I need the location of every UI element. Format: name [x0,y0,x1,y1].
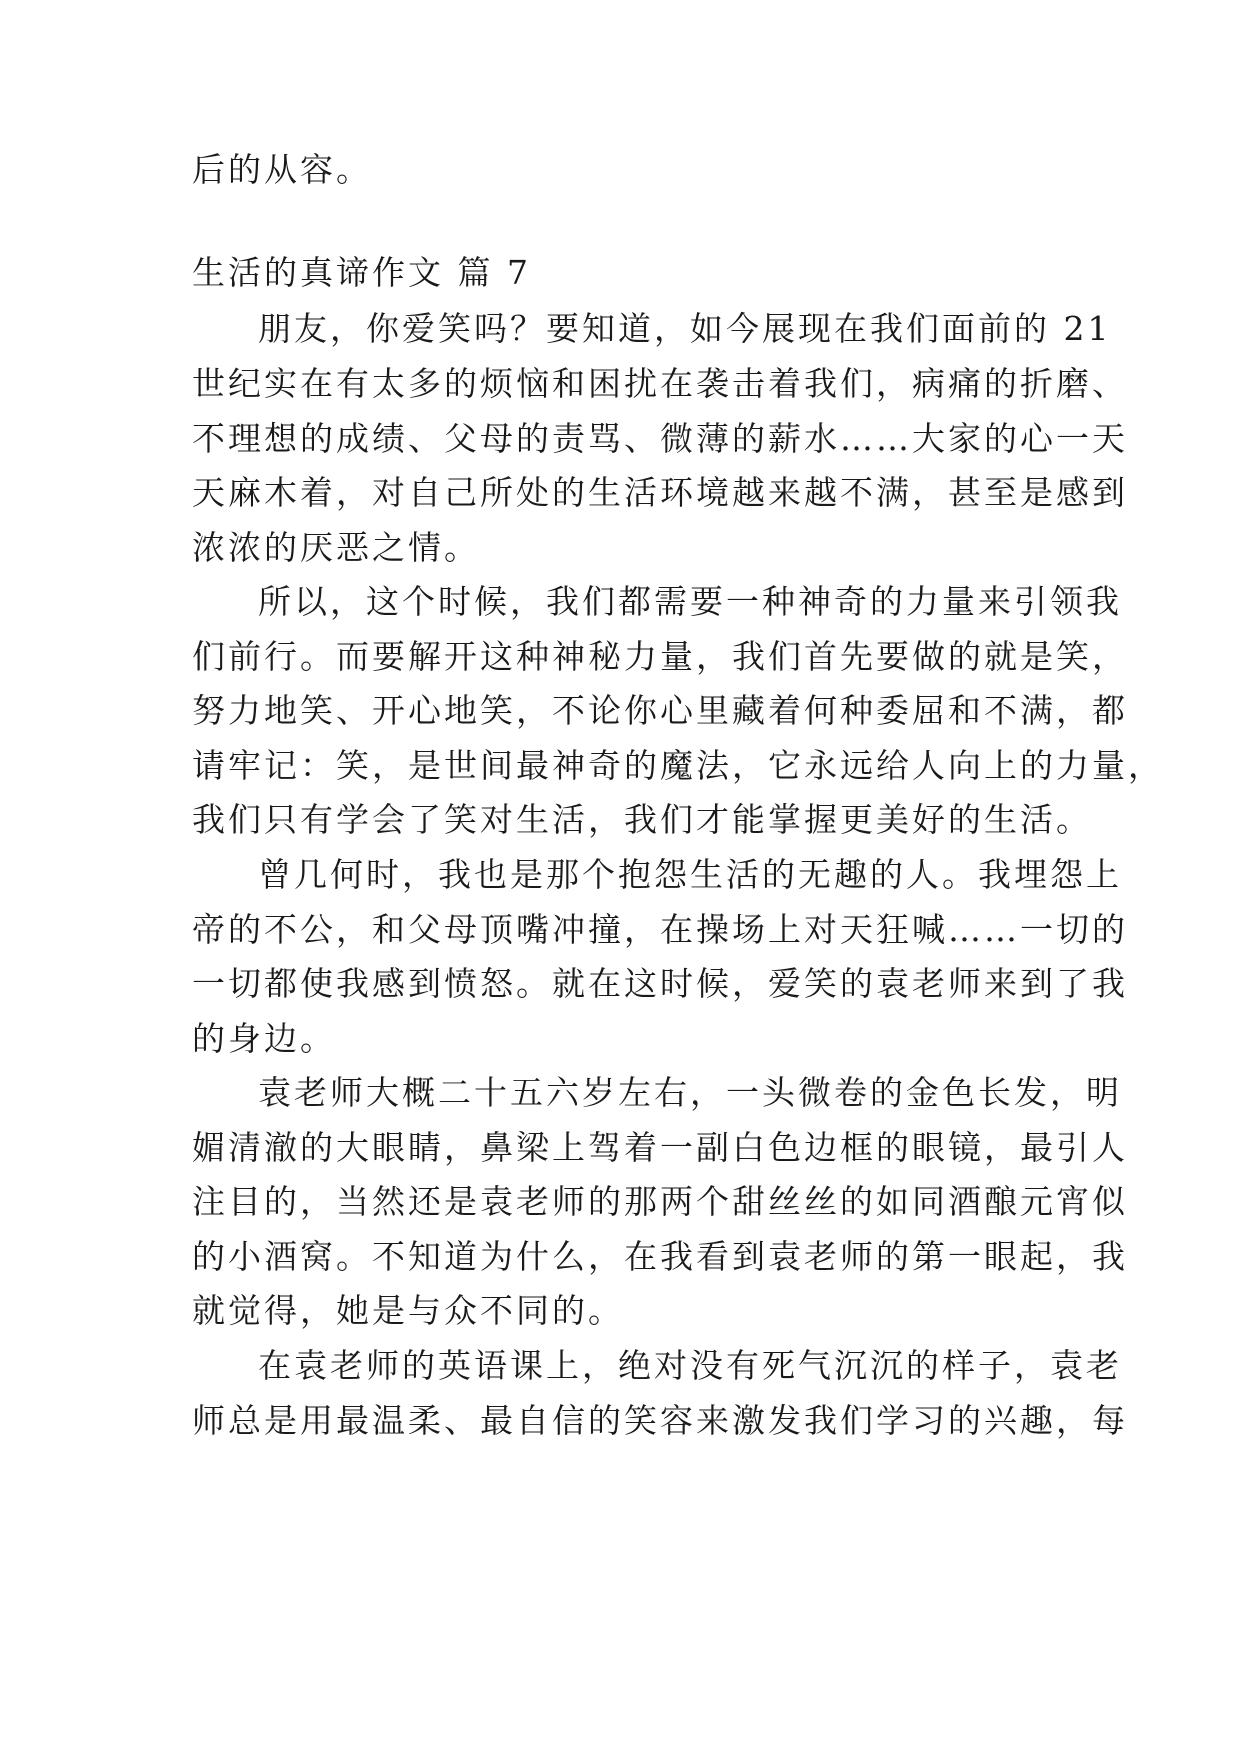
paragraph-3-line-2: 帝的不公，和父母顶嘴冲撞，在操场上对天狂喊……一切的 [192,910,1128,949]
paragraph-2-line-5: 我们只有学会了笑对生活，我们才能掌握更美好的生活。 [192,800,1092,839]
paragraph-1-line-3: 不理想的成绩、父母的责骂、微薄的薪水……大家的心一天 [192,419,1128,458]
paragraph-3-line-1: 曾几何时，我也是那个抱怨生活的无趣的人。我埋怨上 [258,855,1122,894]
paragraph-2-line-1: 所以，这个时候，我们都需要一种神奇的力量来引领我 [258,582,1122,621]
paragraph-1-line-1: 朋友，你爱笑吗？要知道，如今展现在我们面前的 21 [258,309,1112,348]
paragraph-5-line-2: 师总是用最温柔、最自信的笑容来激发我们学习的兴趣，每 [192,1401,1128,1440]
paragraph-5-line-1: 在袁老师的英语课上，绝对没有死气沉沉的样子，袁老 [258,1346,1122,1385]
paragraph-1-line-4: 天麻木着，对自己所处的生活环境越来越不满，甚至是感到 [192,473,1128,512]
paragraph-1-line-2: 世纪实在有太多的烦恼和困扰在袭击着我们，病痛的折磨、 [192,364,1128,403]
paragraph-4-line-1: 袁老师大概二十五六岁左右，一头微卷的金色长发，明 [258,1073,1122,1112]
paragraph-4-line-3: 注目的，当然还是袁老师的那两个甜丝丝的如同酒酿元宵似 [192,1182,1128,1221]
paragraph-4-line-5: 就觉得，她是与众不同的。 [192,1291,624,1330]
paragraph-2-line-4: 请牢记：笑，是世间最神奇的魔法，它永远给人向上的力量， [192,746,1164,785]
section-heading: 生活的真谛作文 篇 7 [192,253,531,292]
paragraph-4-line-4: 的小酒窝。不知道为什么，在我看到袁老师的第一眼起，我 [192,1237,1128,1276]
paragraph-2-line-3: 努力地笑、开心地笑，不论你心里藏着何种委屈和不满，都 [192,691,1128,730]
paragraph-3-line-4: 的身边。 [192,1019,336,1058]
paragraph-1-line-5: 浓浓的厌恶之情。 [192,528,480,567]
paragraph-4-line-2: 媚清澈的大眼睛，鼻梁上驾着一副白色边框的眼镜，最引人 [192,1128,1128,1167]
continuation-text: 后的从容。 [192,150,372,189]
paragraph-3-line-3: 一切都使我感到愤怒。就在这时候，爱笑的袁老师来到了我 [192,964,1128,1003]
paragraph-2-line-2: 们前行。而要解开这种神秘力量，我们首先要做的就是笑， [192,637,1128,676]
